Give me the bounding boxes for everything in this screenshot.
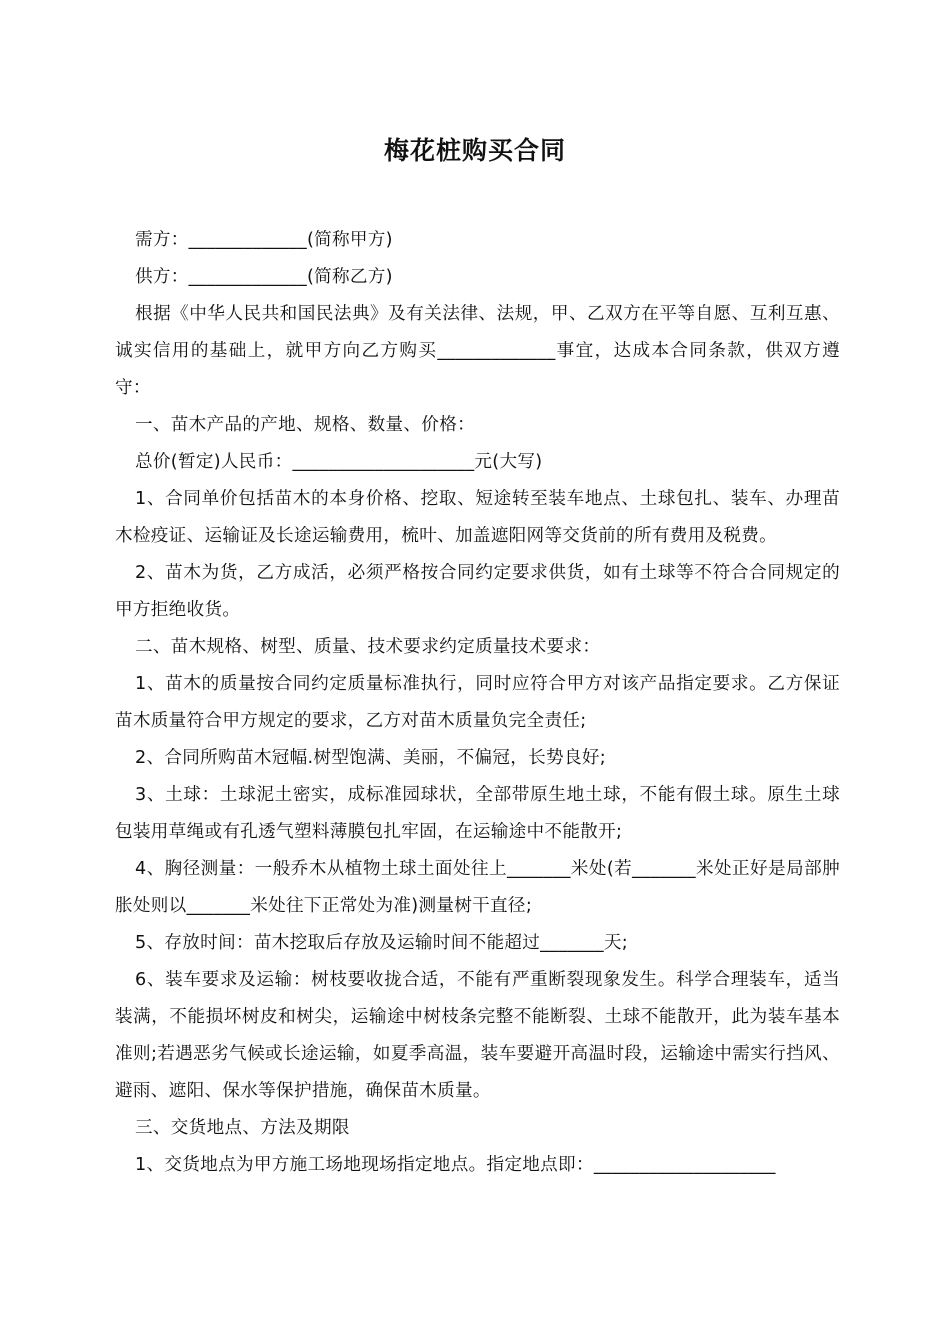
clause-2-5: 5、存放时间：苗木挖取后存放及运输时间不能超过_______天; [135, 933, 628, 953]
clause-2-3: 3、土球：土球泥土密实，成标准园球状，全部带原生地土球，不能有假土球。原生土球包装用草绳或有孔透气塑料薄膜包扎牢固，在运输途中不能散开; [115, 785, 840, 842]
clause-3-1: 1、交货地点为甲方施工场地现场指定地点。指定地点即：____________________ [135, 1155, 776, 1175]
section-1-heading: 一、苗木产品的产地、规格、数量、价格： [135, 415, 475, 435]
party-a-line: 需方：_____________(简称甲方) [135, 230, 393, 250]
document-title: 梅花桩购买合同 [383, 136, 566, 165]
total-price-line: 总价(暂定)人民币：____________________元(大写) [135, 452, 543, 472]
section-3-heading: 三、交货地点、方法及期限 [135, 1118, 350, 1138]
party-b-line: 供方：_____________(简称乙方) [135, 267, 393, 287]
clause-1-1: 1、合同单价包括苗木的本身价格、挖取、短途转至装车地点、土球包扎、装车、办理苗木检疫证、运输证及长途运输费用，梳叶、加盖遮阳网等交货前的所有费用及税费。 [115, 489, 840, 546]
document-body [115, 222, 840, 1184]
clause-2-2: 2、合同所购苗木冠幅.树型饱满、美丽，不偏冠，长势良好; [135, 748, 606, 768]
clause-2-6: 6、装车要求及运输：树枝要收拢合适，不能有严重断裂现象发生。科学合理装车，适当装满，不能损坏树皮和树尖，运输途中树枝条完整不能断裂、土球不能散开，此为装车基本准则;若遇恶劣气候或长途运输，如夏季高温，装车要避开高温时段，运输途中需实行挡风、避雨、遮阳、保水等保护措施，确保苗木质量。 [115, 970, 840, 1101]
section-2-heading: 二、苗木规格、树型、质量、技术要求约定质量技术要求： [135, 637, 601, 657]
preamble-paragraph: 根据《中华人民共和国民法典》及有关法律、法规，甲、乙双方在平等自愿、互利互惠、诚实信用的基础上，就甲方向乙方购买_____________事宜，达成本合同条款，供双方遵守： [115, 304, 840, 398]
clause-1-2: 2、苗木为货，乙方成活，必须严格按合同约定要求供货，如有土球等不符合合同规定的甲方拒绝收货。 [115, 563, 840, 620]
clause-2-1: 1、苗木的质量按合同约定质量标准执行，同时应符合甲方对该产品指定要求。乙方保证苗木质量符合甲方规定的要求，乙方对苗木质量负完全责任; [115, 674, 840, 731]
clause-2-4: 4、胸径测量：一般乔木从植物土球土面处往上_______米处(若_______米处正好是局部肿胀处则以_______米处往下正常处为准)测量树干直径; [115, 859, 840, 916]
